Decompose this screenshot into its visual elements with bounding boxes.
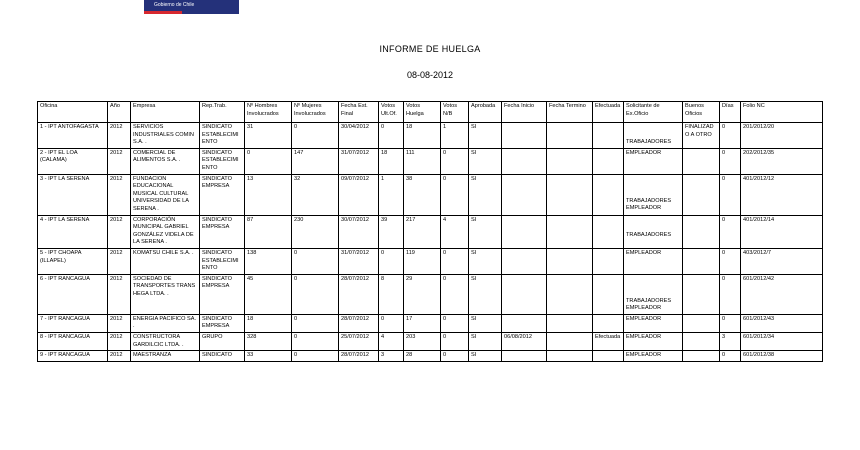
- cell-anio: 2012: [108, 215, 131, 248]
- solicitante-text: EMPLEADOR: [626, 352, 662, 359]
- cell-fecha-termino: [547, 314, 593, 332]
- col-header-fecha-inicio: Fecha Inicio: [502, 102, 547, 123]
- cell-dias: 0: [720, 314, 741, 332]
- cell-votos-nb: 0: [441, 351, 469, 362]
- logo-flag-stripe: [144, 11, 182, 14]
- cell-oficina: 6 - IPT RANCAGUA: [38, 274, 108, 314]
- cell-oficina: 7 - IPT RANCAGUA: [38, 314, 108, 332]
- cell-solicitante: [624, 314, 683, 332]
- cell-fecha-termino: [547, 215, 593, 248]
- cell-dias: 3: [720, 333, 741, 351]
- cell-dias: 0: [720, 215, 741, 248]
- cell-fecha-inicio: [502, 351, 547, 362]
- cell-solicitante: [624, 333, 683, 351]
- cell-dias: 0: [720, 174, 741, 215]
- cell-votos-nb: 0: [441, 274, 469, 314]
- cell-oficina: 3 - IPT LA SERENA: [38, 174, 108, 215]
- cell-mujeres: 0: [292, 314, 339, 332]
- cell-fecha-inicio: [502, 274, 547, 314]
- col-header-fecha-termino: Fecha Termino: [547, 102, 593, 123]
- cell-votos-nb: 0: [441, 314, 469, 332]
- cell-buenos-oficios: [683, 215, 720, 248]
- cell-fecha-est-final: 28/07/2012: [339, 274, 379, 314]
- cell-votos-ult-of: 18: [379, 148, 404, 174]
- cell-hombres: 45: [245, 274, 292, 314]
- cell-buenos-oficios: [683, 248, 720, 274]
- cell-aprobada: SI: [469, 274, 502, 314]
- cell-aprobada: SI: [469, 333, 502, 351]
- solicitante-text: EMPLEADOR: [626, 149, 662, 156]
- table-row: [38, 148, 823, 174]
- cell-folio-nc: 202/2012/35: [741, 148, 823, 174]
- cell-fecha-termino: [547, 274, 593, 314]
- cell-aprobada: SI: [469, 248, 502, 274]
- col-header-buenos-oficios: Buenos Oficios: [683, 102, 720, 123]
- table-row: [38, 248, 823, 274]
- cell-oficina: 4 - IPT LA SERENA: [38, 215, 108, 248]
- table-row: [38, 274, 823, 314]
- cell-aprobada: SI: [469, 215, 502, 248]
- cell-hombres: 0: [245, 148, 292, 174]
- cell-fecha-termino: [547, 123, 593, 149]
- cell-rep-trab: SINDICATO EMPRESA: [200, 274, 245, 314]
- cell-mujeres: 0: [292, 274, 339, 314]
- cell-rep-trab: SINDICATO: [200, 351, 245, 362]
- cell-oficina: 9 - IPT RANCAGUA: [38, 351, 108, 362]
- col-header-efectuada: Efectuada: [593, 102, 624, 123]
- cell-votos-nb: 1: [441, 123, 469, 149]
- cell-empresa: KOMATSU CHILE S.A. .: [131, 248, 200, 274]
- cell-folio-nc: 201/2012/20: [741, 123, 823, 149]
- cell-rep-trab: SINDICATO EMPRESA: [200, 314, 245, 332]
- table-header-row: [38, 102, 823, 123]
- cell-fecha-inicio: [502, 174, 547, 215]
- col-header-fecha-est-final: Fecha Est. Final: [339, 102, 379, 123]
- cell-empresa: SERVICIOS INDUSTRIALES COMIN S.A. .: [131, 123, 200, 149]
- cell-dias: 0: [720, 351, 741, 362]
- table-body: [38, 123, 823, 362]
- cell-fecha-inicio: [502, 314, 547, 332]
- cell-empresa: CORPORACIÓN MUNICIPAL GABRIEL GONZÁLEZ VIDELA DE LA SERENA .: [131, 215, 200, 248]
- cell-empresa: MAESTRANZA: [131, 351, 200, 362]
- col-header-dias: Días: [720, 102, 741, 123]
- cell-fecha-inicio: [502, 123, 547, 149]
- cell-buenos-oficios: [683, 174, 720, 215]
- cell-fecha-inicio: 06/08/2012: [502, 333, 547, 351]
- cell-votos-huelga: 18: [404, 123, 441, 149]
- cell-solicitante: [624, 248, 683, 274]
- cell-fecha-est-final: 31/07/2012: [339, 148, 379, 174]
- cell-fecha-termino: [547, 248, 593, 274]
- cell-folio-nc: 601/2012/34: [741, 333, 823, 351]
- cell-efectuada: [593, 351, 624, 362]
- cell-buenos-oficios: [683, 274, 720, 314]
- cell-folio-nc: 601/2012/42: [741, 274, 823, 314]
- cell-folio-nc: 601/2012/38: [741, 351, 823, 362]
- cell-votos-huelga: 17: [404, 314, 441, 332]
- cell-folio-nc: 401/2012/14: [741, 215, 823, 248]
- cell-fecha-inicio: [502, 148, 547, 174]
- cell-fecha-termino: [547, 174, 593, 215]
- solicitante-text: EMPLEADOR: [626, 334, 662, 341]
- col-header-rep-trab: Rep.Trab.: [200, 102, 245, 123]
- cell-anio: 2012: [108, 148, 131, 174]
- cell-rep-trab: SINDICATO EMPRESA: [200, 174, 245, 215]
- cell-aprobada: SI: [469, 123, 502, 149]
- cell-votos-nb: 0: [441, 248, 469, 274]
- col-header-votos-huelga: Votos Huelga: [404, 102, 441, 123]
- cell-mujeres: 0: [292, 123, 339, 149]
- cell-fecha-est-final: 28/07/2012: [339, 351, 379, 362]
- cell-votos-nb: 4: [441, 215, 469, 248]
- cell-dias: 0: [720, 274, 741, 314]
- table-row: [38, 123, 823, 149]
- cell-empresa: ENERGIA PACIFICO SA. .: [131, 314, 200, 332]
- solicitante-text: EMPLEADOR: [626, 249, 662, 256]
- cell-fecha-termino: [547, 351, 593, 362]
- cell-oficina: 5 - IPT CHOAPA (ILLAPEL): [38, 248, 108, 274]
- cell-fecha-est-final: 30/07/2012: [339, 215, 379, 248]
- cell-buenos-oficios: [683, 314, 720, 332]
- logo-text: Gobierno de Chile: [154, 2, 195, 8]
- cell-folio-nc: 401/2012/12: [741, 174, 823, 215]
- cell-votos-ult-of: 0: [379, 314, 404, 332]
- cell-mujeres: 0: [292, 351, 339, 362]
- table-row: [38, 333, 823, 351]
- col-header-aprobada: Aprobada: [469, 102, 502, 123]
- cell-dias: 0: [720, 248, 741, 274]
- cell-folio-nc: 601/2012/43: [741, 314, 823, 332]
- cell-anio: 2012: [108, 314, 131, 332]
- cell-votos-ult-of: 1: [379, 174, 404, 215]
- cell-hombres: 138: [245, 248, 292, 274]
- report-date: 08-08-2012: [406, 70, 454, 80]
- cell-oficina: 8 - IPT RANCAGUA: [38, 333, 108, 351]
- cell-mujeres: 0: [292, 248, 339, 274]
- cell-votos-ult-of: 0: [379, 123, 404, 149]
- cell-anio: 2012: [108, 174, 131, 215]
- col-header-oficina: Oficina: [38, 102, 108, 123]
- cell-aprobada: SI: [469, 314, 502, 332]
- cell-hombres: 18: [245, 314, 292, 332]
- cell-buenos-oficios: FINALIZADO A OTRO: [683, 123, 720, 149]
- cell-rep-trab: GRUPO: [200, 333, 245, 351]
- col-header-solicitante: Solicitante de Ex.Oficio: [624, 102, 683, 123]
- solicitante-text: TRABAJADORES: [626, 231, 672, 238]
- cell-votos-nb: 0: [441, 333, 469, 351]
- cell-efectuada: Efectuada: [593, 333, 624, 351]
- col-header-mujeres: Nº Mujeres Involucrados: [292, 102, 339, 123]
- cell-empresa: SOCIEDAD DE TRANSPORTES TRANS HEGA LTDA. .: [131, 274, 200, 314]
- cell-votos-ult-of: 0: [379, 248, 404, 274]
- cell-hombres: 87: [245, 215, 292, 248]
- cell-buenos-oficios: [683, 333, 720, 351]
- cell-aprobada: SI: [469, 148, 502, 174]
- cell-empresa: COMERCIAL DE ALIMENTOS S.A. .: [131, 148, 200, 174]
- cell-efectuada: [593, 123, 624, 149]
- cell-votos-ult-of: 39: [379, 215, 404, 248]
- cell-solicitante: [624, 174, 683, 215]
- solicitante-text: TRABAJADORES: [626, 139, 672, 145]
- cell-solicitante: [624, 123, 683, 149]
- cell-fecha-termino: [547, 148, 593, 174]
- col-header-votos-nb: Votos N/B: [441, 102, 469, 123]
- cell-votos-nb: 0: [441, 174, 469, 215]
- table-row: [38, 215, 823, 248]
- cell-fecha-est-final: 31/07/2012: [339, 248, 379, 274]
- cell-hombres: 31: [245, 123, 292, 149]
- cell-votos-huelga: 119: [404, 248, 441, 274]
- cell-votos-nb: 0: [441, 148, 469, 174]
- cell-fecha-inicio: [502, 215, 547, 248]
- table-row: [38, 314, 823, 332]
- cell-fecha-est-final: 25/07/2012: [339, 333, 379, 351]
- cell-solicitante: [624, 351, 683, 362]
- solicitante-text: EMPLEADOR: [626, 315, 662, 322]
- cell-solicitante: [624, 148, 683, 174]
- strike-report-table: [37, 101, 823, 362]
- cell-votos-huelga: 29: [404, 274, 441, 314]
- cell-empresa: CONSTRUCTORA GARDILCIC LTDA. .: [131, 333, 200, 351]
- cell-votos-ult-of: 3: [379, 351, 404, 362]
- cell-efectuada: [593, 274, 624, 314]
- gobierno-de-chile-logo: [144, 0, 239, 14]
- solicitante-text: TRABAJADORES EMPLEADOR: [626, 297, 672, 312]
- cell-mujeres: 32: [292, 174, 339, 215]
- cell-anio: 2012: [108, 351, 131, 362]
- cell-rep-trab: SINDICATO EMPRESA: [200, 215, 245, 248]
- cell-hombres: 328: [245, 333, 292, 351]
- cell-buenos-oficios: [683, 148, 720, 174]
- cell-aprobada: SI: [469, 174, 502, 215]
- cell-rep-trab: SINDICATO ESTABLECIMIENTO: [200, 148, 245, 174]
- cell-votos-ult-of: 4: [379, 333, 404, 351]
- cell-mujeres: 230: [292, 215, 339, 248]
- cell-anio: 2012: [108, 274, 131, 314]
- cell-anio: 2012: [108, 333, 131, 351]
- cell-empresa: FUNDACION EDUCACIONAL MUSICAL CULTURAL UNIVERSIDAD DE LA SERENA .: [131, 174, 200, 215]
- cell-solicitante: [624, 274, 683, 314]
- cell-mujeres: 0: [292, 333, 339, 351]
- cell-fecha-est-final: 30/04/2012: [339, 123, 379, 149]
- cell-rep-trab: SINDICATO ESTABLECIMIENTO: [200, 123, 245, 149]
- col-header-folio-nc: Folio NC: [741, 102, 823, 123]
- col-header-votos-ult-of: Votos Ult.Of.: [379, 102, 404, 123]
- cell-anio: 2012: [108, 123, 131, 149]
- cell-votos-huelga: 111: [404, 148, 441, 174]
- cell-hombres: 13: [245, 174, 292, 215]
- col-header-anio: Año: [108, 102, 131, 123]
- cell-efectuada: [593, 148, 624, 174]
- cell-efectuada: [593, 215, 624, 248]
- cell-dias: 0: [720, 148, 741, 174]
- cell-votos-huelga: 38: [404, 174, 441, 215]
- cell-votos-huelga: 28: [404, 351, 441, 362]
- col-header-empresa: Empresa: [131, 102, 200, 123]
- cell-fecha-est-final: 28/07/2012: [339, 314, 379, 332]
- cell-dias: 0: [720, 123, 741, 149]
- cell-fecha-inicio: [502, 248, 547, 274]
- report-title: INFORME DE HUELGA: [379, 44, 481, 54]
- cell-anio: 2012: [108, 248, 131, 274]
- solicitante-text: TRABAJADORES EMPLEADOR: [626, 197, 672, 212]
- cell-aprobada: SI: [469, 351, 502, 362]
- col-header-hombres: Nº Hombres Involucrados: [245, 102, 292, 123]
- cell-fecha-termino: [547, 333, 593, 351]
- table-row: [38, 174, 823, 215]
- cell-fecha-est-final: 09/07/2012: [339, 174, 379, 215]
- cell-efectuada: [593, 248, 624, 274]
- cell-votos-huelga: 203: [404, 333, 441, 351]
- cell-folio-nc: 403/2012/7: [741, 248, 823, 274]
- cell-votos-ult-of: 8: [379, 274, 404, 314]
- cell-votos-huelga: 217: [404, 215, 441, 248]
- cell-solicitante: [624, 215, 683, 248]
- table-row: [38, 351, 823, 362]
- cell-hombres: 33: [245, 351, 292, 362]
- cell-oficina: 1 - IPT ANTOFAGASTA: [38, 123, 108, 149]
- cell-efectuada: [593, 174, 624, 215]
- cell-mujeres: 147: [292, 148, 339, 174]
- cell-rep-trab: SINDICATO ESTABLECIMIENTO: [200, 248, 245, 274]
- cell-buenos-oficios: [683, 351, 720, 362]
- cell-oficina: 2 - IPT EL LOA (CALAMA): [38, 148, 108, 174]
- cell-efectuada: [593, 314, 624, 332]
